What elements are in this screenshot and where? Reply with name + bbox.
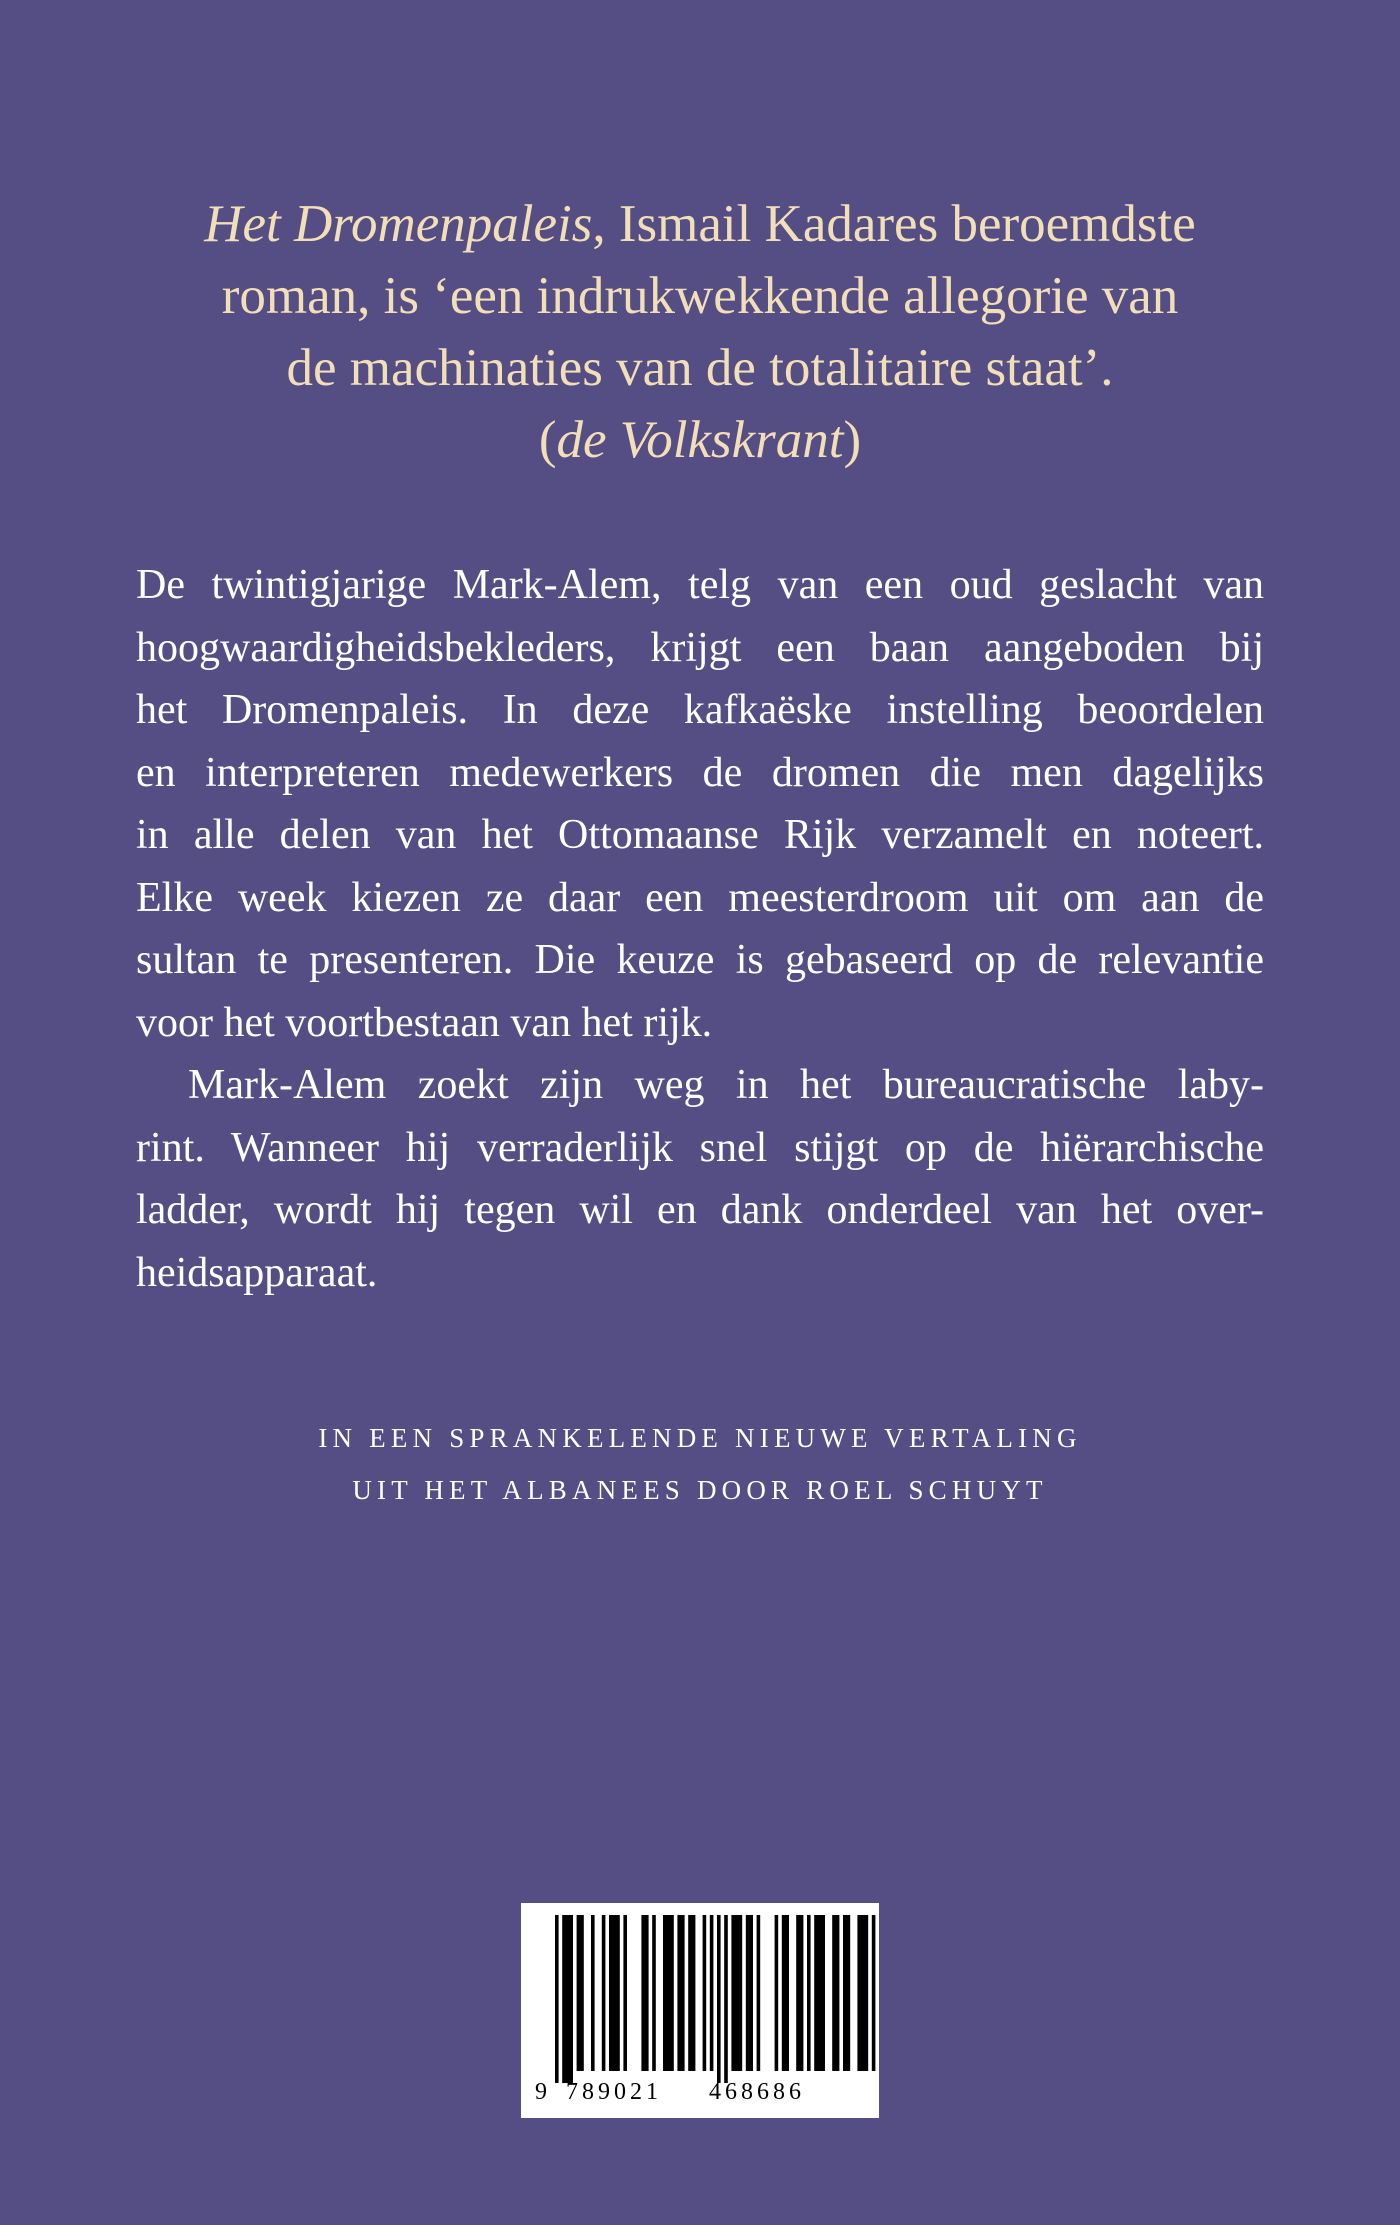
- barcode-bar: [555, 1915, 559, 2083]
- blurb-line: voor het voortbestaan van het rijk.: [136, 999, 713, 1046]
- blurb-line: en interpreteren medewerkers de dromen die men dagelijks: [136, 749, 1264, 796]
- barcode-bar: [807, 1915, 811, 2071]
- barcode-bar: [602, 1915, 606, 2071]
- barcode-bar: [814, 1915, 825, 2071]
- barcode-bar: [652, 1915, 656, 2071]
- barcode-bar: [857, 1915, 868, 2071]
- barcode-bar: [677, 1915, 684, 2071]
- blurb-line: rint. Wanneer hij verraderlijk snel stijgt op de hiërarchische: [136, 1124, 1264, 1171]
- quote-line-1: Het Dromenpaleis, Ismail Kadares beroemdste: [204, 195, 1196, 253]
- book-title: Het Dromenpaleis: [204, 195, 593, 253]
- barcode-bar: [782, 1915, 789, 2071]
- credit-line-1: IN EEN SPRANKELENDE NIEUWE VERTALING: [318, 1423, 1082, 1453]
- quote-line-2: roman, is ‘een indrukwekkende allegorie van: [221, 267, 1179, 325]
- barcode-digits-group-2: 468686: [709, 2079, 805, 2105]
- barcode-bar: [591, 1915, 595, 2071]
- credit-line-2: UIT HET ALBANEES DOOR ROEL SCHUYT: [352, 1475, 1048, 1505]
- blurb-line: heidsapparaat.: [136, 1249, 378, 1296]
- barcode-bar: [724, 1915, 728, 2083]
- barcode-digits-group-1: 789021: [566, 2079, 662, 2105]
- blurb-line: De twintigjarige Mark-Alem, telg van een oud geslacht van: [136, 562, 1264, 608]
- barcode-bar: [577, 1915, 584, 2071]
- barcode-bar: [832, 1915, 839, 2071]
- barcode-bar: [746, 1915, 753, 2071]
- quote-line-3: de machinaties van de totalitaire staat’.: [286, 339, 1114, 397]
- translation-credit: [150, 1412, 1250, 1516]
- barcode-bar: [796, 1915, 803, 2071]
- quote-source: (de Volkskrant): [538, 411, 862, 469]
- review-quote: [160, 188, 1240, 476]
- barcode-bar: [843, 1915, 850, 2071]
- blurb-line: hoogwaardigheidsbekleders, krijgt een baan aangeboden bij: [136, 624, 1264, 671]
- barcode-bar: [623, 1915, 627, 2071]
- quote-source-name: de Volkskrant: [556, 411, 844, 469]
- barcode-bar: [562, 1915, 573, 2083]
- barcode-bar: [703, 1915, 707, 2071]
- barcode-bar: [688, 1915, 695, 2071]
- barcode-bar: [641, 1915, 648, 2071]
- barcode-bar: [775, 1915, 779, 2071]
- barcode-bar: [731, 1915, 742, 2071]
- barcode-bar: [757, 1915, 761, 2071]
- barcode-bar: [663, 1915, 674, 2071]
- barcode-bar: [872, 1915, 876, 2071]
- isbn-barcode: [521, 1903, 879, 2118]
- blurb-line: Elke week kiezen ze daar een meesterdroom uit om aan de: [136, 874, 1264, 921]
- barcode-bar: [710, 1915, 714, 2071]
- blurb-line: ladder, wordt hij tegen wil en dank onderdeel van het over-: [136, 1187, 1264, 1233]
- barcode-graphic: [521, 1903, 879, 2118]
- blurb-line: Mark-Alem zoekt zijn weg in het bureaucratische laby-: [188, 1062, 1264, 1108]
- blurb-line: het Dromenpaleis. In deze kafkaëske instelling beoordelen: [136, 687, 1264, 733]
- blurb-text: [136, 554, 1264, 1304]
- blurb-line: in alle delen van het Ottomaanse Rijk verzamelt en noteert.: [136, 812, 1264, 858]
- barcode-bar: [609, 1915, 620, 2071]
- barcode-bar: [717, 1915, 721, 2083]
- blurb-line: sultan te presenteren. Die keuze is gebaseerd op de relevantie: [136, 937, 1264, 983]
- barcode-digit-prefix: 9: [535, 2079, 547, 2105]
